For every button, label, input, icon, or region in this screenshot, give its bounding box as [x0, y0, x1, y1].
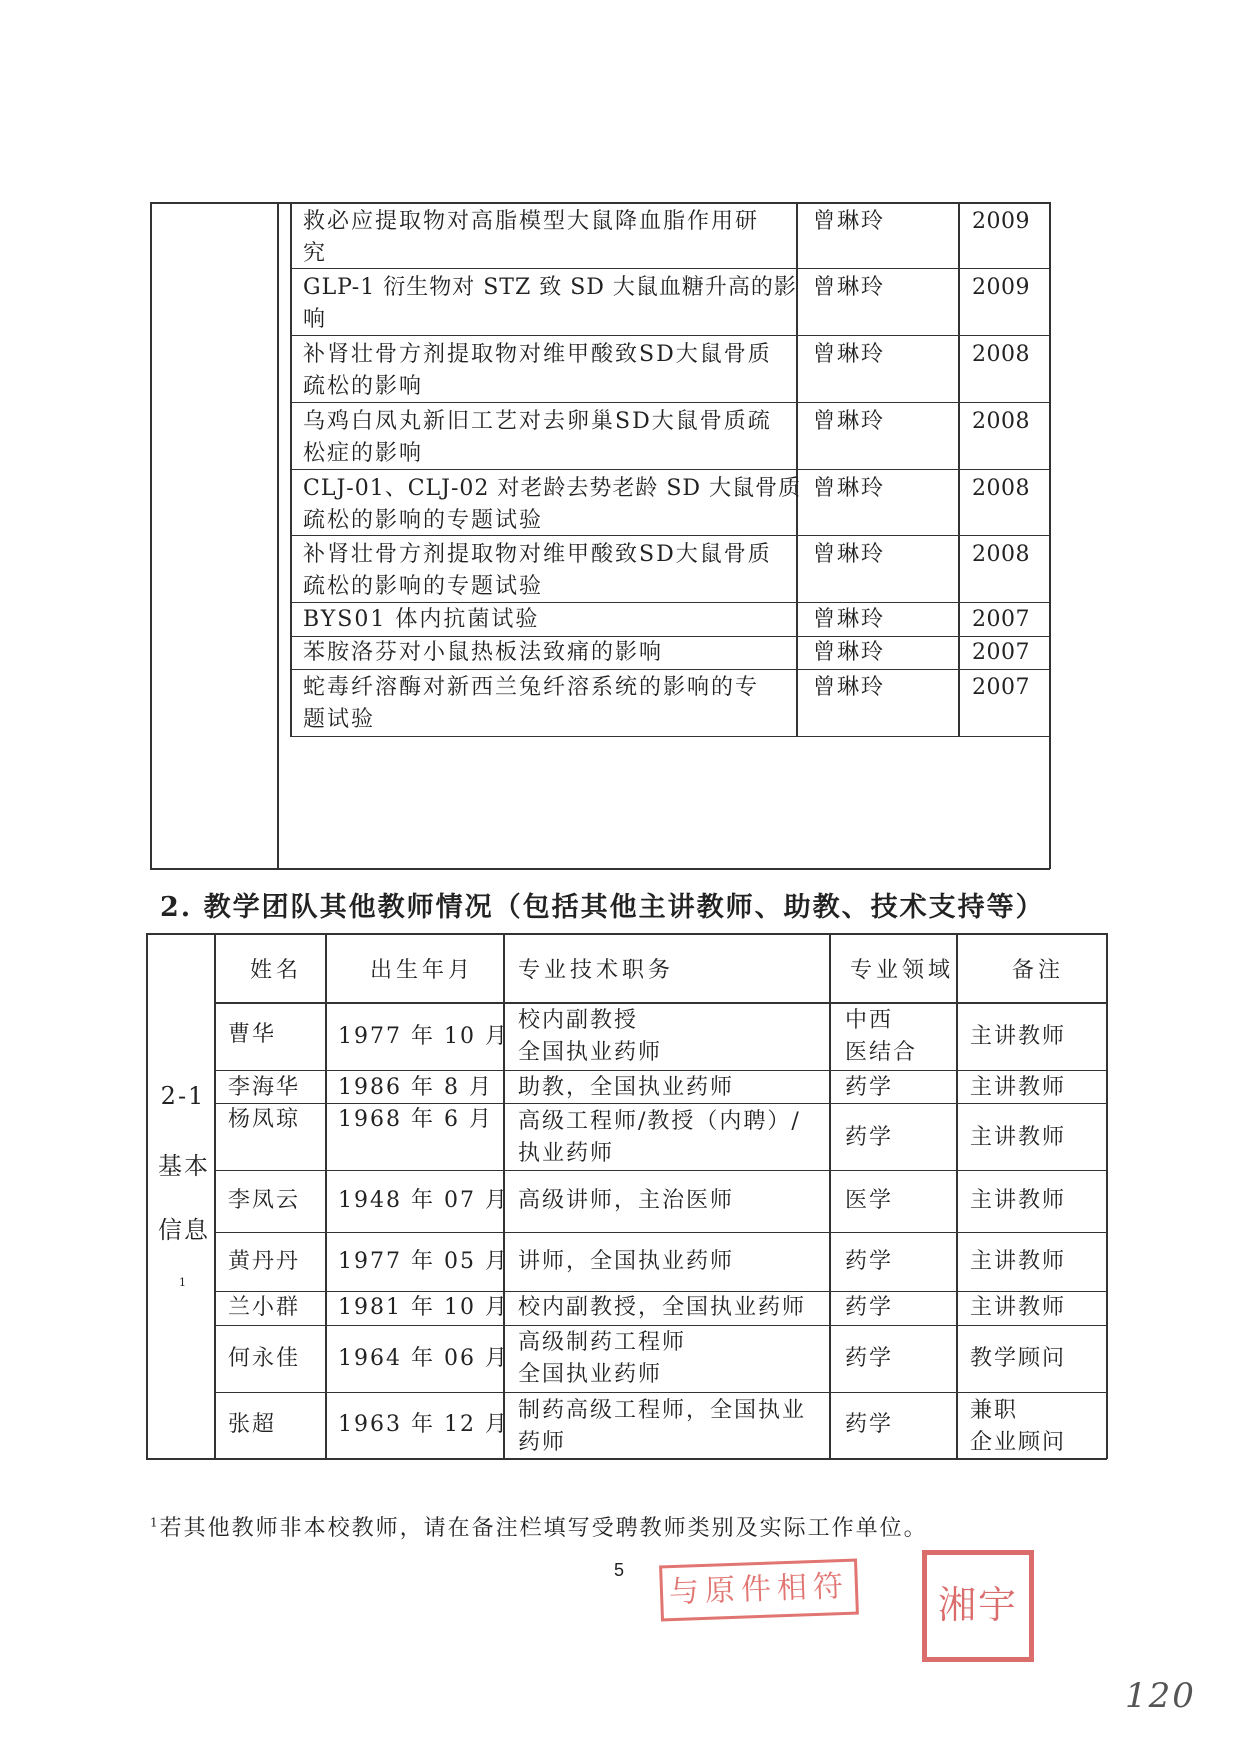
teacher-title-line: 全国执业药师 — [518, 1040, 663, 1065]
research-person: 曾琳玲 — [813, 342, 886, 367]
teacher-title-line: 校内副教授 — [518, 1008, 639, 1033]
teacher-name: 曹华 — [228, 1022, 277, 1047]
header-field: 专业领域 — [850, 958, 955, 983]
research-title-line: 究 — [303, 241, 328, 266]
col-rule — [956, 933, 958, 1459]
research-title-line: BYS01 体内抗菌试验 — [303, 607, 540, 632]
research-title-line: 题试验 — [303, 707, 376, 732]
teacher-field-line: 药学 — [845, 1075, 894, 1100]
header-birth: 出生年月 — [370, 958, 475, 983]
research-title-line: 松症的影响 — [303, 441, 424, 466]
teacher-bottom-rule — [146, 1458, 1107, 1460]
outer-left-rule — [150, 202, 152, 869]
teacher-name: 杨凤琼 — [228, 1107, 301, 1132]
research-year: 2007 — [972, 607, 1030, 632]
side-label-line: 2-1 — [160, 1082, 206, 1110]
teacher-name: 何永佳 — [228, 1346, 301, 1371]
teacher-title-line: 执业药师 — [518, 1141, 615, 1166]
research-person: 曾琳玲 — [813, 275, 886, 300]
col-rule — [325, 933, 327, 1459]
footnote-marker: 1 — [150, 1515, 160, 1530]
teacher-name: 张超 — [228, 1412, 277, 1437]
teacher-birth: 1977 年 10 月 — [338, 1024, 509, 1049]
teacher-note-line: 主讲教师 — [970, 1075, 1067, 1100]
teacher-title-line: 高级讲师，主治医师 — [518, 1188, 735, 1213]
research-title-line: CLJ-01、CLJ-02 对老龄去势老龄 SD 大鼠骨质 — [303, 476, 802, 501]
teacher-title-line: 高级制药工程师 — [518, 1330, 687, 1355]
teacher-left-rule — [146, 933, 148, 1459]
teacher-top-rule — [146, 933, 1107, 935]
row-rule — [290, 268, 1050, 269]
research-title-line: 疏松的影响的专题试验 — [303, 508, 544, 533]
teacher-title-line: 药师 — [518, 1430, 567, 1455]
row-rule — [214, 1232, 1107, 1233]
teacher-note-line: 主讲教师 — [970, 1125, 1067, 1150]
teacher-note-line: 主讲教师 — [970, 1188, 1067, 1213]
research-title-line: 救必应提取物对高脂模型大鼠降血脂作用研 — [303, 209, 760, 234]
research-title-line: 补肾壮骨方剂提取物对维甲酸致SD大鼠骨质 — [303, 542, 772, 567]
footnote — [150, 1511, 928, 1542]
seal-stamp: 湘宇 — [922, 1550, 1034, 1662]
copy-verified-stamp: 与原件相符 — [659, 1559, 859, 1622]
research-title-line: GLP-1 衍生物对 STZ 致 SD 大鼠血糖升高的影 — [303, 275, 797, 300]
teacher-field-line: 药学 — [845, 1295, 894, 1320]
teacher-title-line: 高级工程师/教授（内聘）/ — [518, 1109, 801, 1134]
teacher-right-rule — [1106, 933, 1108, 1459]
col-rule — [829, 933, 831, 1459]
outer-bottom-rule — [150, 868, 1050, 870]
research-person: 曾琳玲 — [813, 476, 886, 501]
research-year: 2008 — [972, 342, 1030, 367]
teacher-field-line: 医学 — [845, 1188, 894, 1213]
teacher-name: 黄丹丹 — [228, 1249, 301, 1274]
teacher-birth: 1986 年 8 月 — [338, 1075, 493, 1100]
teacher-title-line: 助教，全国执业药师 — [518, 1075, 735, 1100]
research-person: 曾琳玲 — [813, 542, 886, 567]
research-year: 2009 — [972, 275, 1030, 300]
teacher-title-line: 全国执业药师 — [518, 1362, 663, 1387]
research-title-line: 疏松的影响的专题试验 — [303, 574, 544, 599]
teacher-note-line: 主讲教师 — [970, 1295, 1067, 1320]
row-rule — [290, 736, 1050, 737]
teacher-birth: 1968 年 6 月 — [338, 1107, 493, 1132]
teacher-note-line: 主讲教师 — [970, 1024, 1067, 1049]
teacher-title-line: 制药高级工程师，全国执业 — [518, 1398, 807, 1423]
teacher-birth: 1981 年 10 月 — [338, 1295, 509, 1320]
col-rule — [214, 933, 216, 1459]
page-number: 5 — [614, 1560, 625, 1580]
handwritten-number: 120 — [1125, 1676, 1196, 1716]
research-year: 2007 — [972, 675, 1030, 700]
research-person: 曾琳玲 — [813, 640, 886, 665]
research-title-line: 响 — [303, 307, 328, 332]
side-label-line: 信息 — [158, 1216, 210, 1244]
row-rule — [290, 669, 1050, 670]
header-note: 备注 — [1012, 958, 1065, 983]
teacher-birth: 1963 年 12 月 — [338, 1412, 509, 1437]
row-rule — [214, 1170, 1107, 1171]
research-title-line: 乌鸡白凤丸新旧工艺对去卵巢SD大鼠骨质疏 — [303, 409, 772, 434]
teacher-birth: 1964 年 06 月 — [338, 1346, 509, 1371]
research-year: 2008 — [972, 409, 1030, 434]
research-person: 曾琳玲 — [813, 675, 886, 700]
research-title-line: 补肾壮骨方剂提取物对维甲酸致SD大鼠骨质 — [303, 342, 772, 367]
row-rule — [214, 1392, 1107, 1393]
header-title: 专业技术职务 — [518, 958, 675, 983]
row-rule — [290, 335, 1050, 336]
inner-left-rule — [277, 202, 279, 869]
side-label-sup: 1 — [179, 1276, 186, 1289]
research-person: 曾琳玲 — [813, 607, 886, 632]
teacher-field-line: 中西 — [845, 1008, 894, 1033]
research-title-line: 蛇毒纤溶酶对新西兰兔纤溶系统的影响的专 — [303, 675, 760, 700]
teacher-field-line: 医结合 — [845, 1040, 918, 1065]
footnote-text: 若其他教师非本校教师，请在备注栏填写受聘教师类别及实际工作单位。 — [159, 1516, 928, 1541]
row-rule — [214, 1002, 1107, 1004]
teacher-note-line: 教学顾问 — [970, 1346, 1067, 1371]
research-title-line: 疏松的影响 — [303, 374, 424, 399]
teacher-birth: 1948 年 07 月 — [338, 1188, 509, 1213]
research-title-line: 苯胺洛芬对小鼠热板法致痛的影响 — [303, 640, 664, 665]
teacher-note-line: 企业顾问 — [970, 1430, 1067, 1455]
teacher-field-line: 药学 — [845, 1249, 894, 1274]
section-heading: 2. 教学团队其他教师情况（包括其他主讲教师、助教、技术支持等） — [160, 892, 1045, 923]
teacher-title-line: 讲师，全国执业药师 — [518, 1249, 735, 1274]
research-year: 2008 — [972, 476, 1030, 501]
teacher-note-line: 主讲教师 — [970, 1249, 1067, 1274]
teacher-note-line: 兼职 — [970, 1398, 1019, 1423]
teacher-field-line: 药学 — [845, 1412, 894, 1437]
research-year: 2009 — [972, 209, 1030, 234]
teacher-name: 兰小群 — [228, 1295, 301, 1320]
header-name: 姓名 — [250, 958, 303, 983]
side-label-line: 基本 — [158, 1152, 210, 1180]
teacher-birth: 1977 年 05 月 — [338, 1249, 509, 1274]
research-person: 曾琳玲 — [813, 209, 886, 234]
research-year: 2008 — [972, 542, 1030, 567]
teacher-name: 李凤云 — [228, 1188, 301, 1213]
teacher-title-line: 校内副教授，全国执业药师 — [518, 1295, 807, 1320]
research-year: 2007 — [972, 640, 1030, 665]
outer-top-rule — [150, 202, 1050, 204]
teacher-field-line: 药学 — [845, 1346, 894, 1371]
research-person: 曾琳玲 — [813, 409, 886, 434]
teacher-field-line: 药学 — [845, 1125, 894, 1150]
teacher-name: 李海华 — [228, 1075, 301, 1100]
